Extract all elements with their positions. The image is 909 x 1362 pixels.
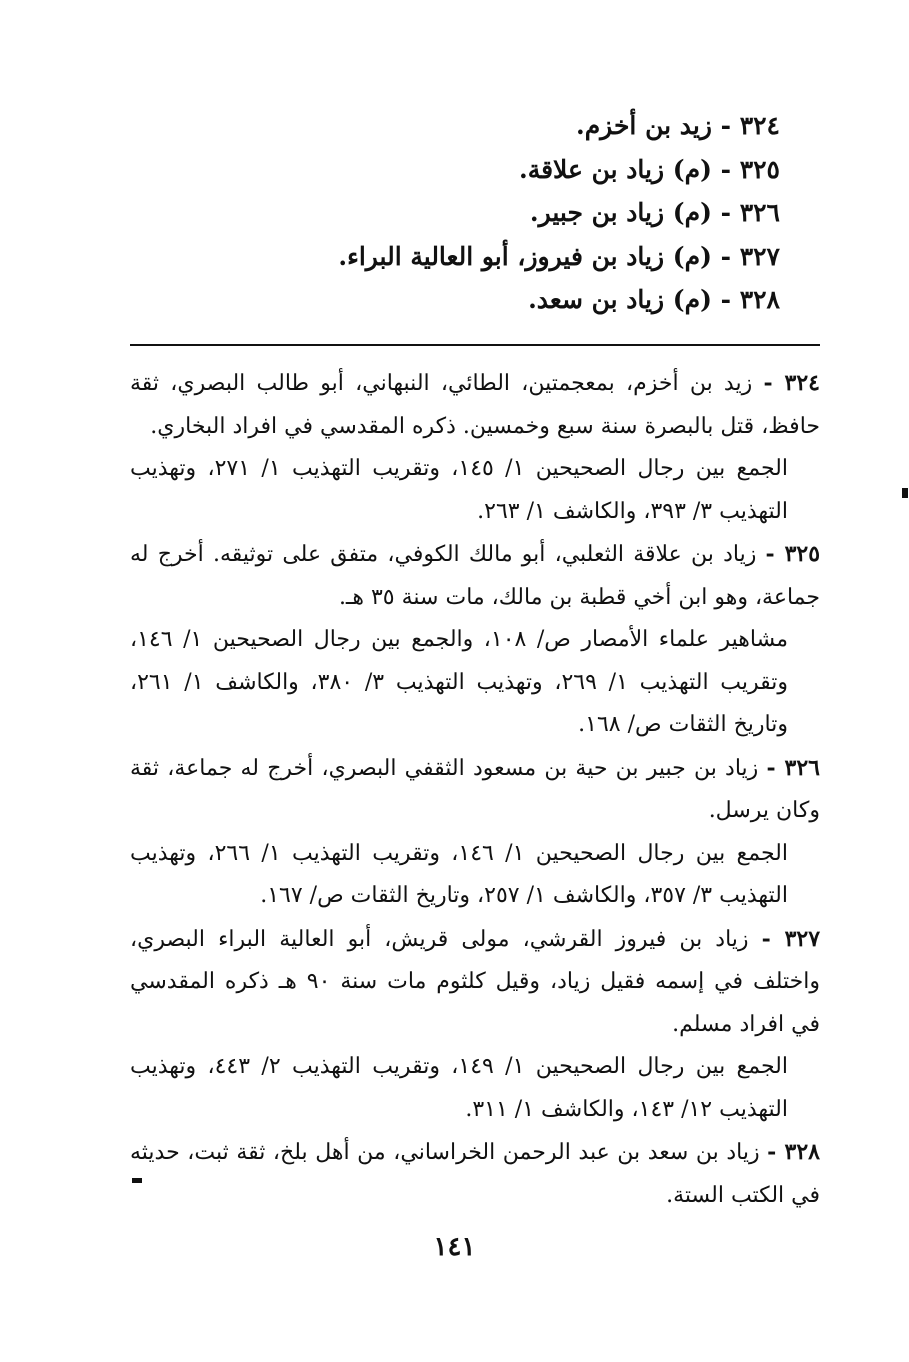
footnote-text: زيد بن أخزم، بمعجمتين، الطائي، النبهاني، أبو طالب البصري، ثقة حافظ، قتل بالبصرة سنة سبع وخمسين. ذكره المقدسي في افراد البخاري. [130,371,820,439]
footnote-text: زياد بن علاقة الثعلبي، أبو مالك الكوفي، متفق على توثيقه. أخرج له جماعة، وهو ابن أخي قطبة بن مالك، مات سنة ٣٥ هـ. [130,542,820,610]
footnote-328 [130,1131,820,1217]
entry-list [300,104,780,322]
footnote-325 [130,533,820,619]
entry-325: ٣٢٥ - (م) زياد بن علاقة. [519,154,780,184]
entry-328: ٣٢٨ - (م) زياد بن سعد. [528,285,780,314]
footnote-references: الجمع بين رجال الصحيحين ١/ ١٤٩، وتقريب التهذيب ٢/ ٤٤٣، وتهذيب التهذيب ١٢/ ١٤٣، والكاشف ١/ ٣١١. [130,1054,788,1122]
footnote-327 [130,918,820,1047]
footnote-324 [130,362,820,448]
entry-327: ٣٢٧ - (م) زياد بن فيروز، أبو العالية البراء. [338,241,780,271]
footnote-text: زياد بن جبير بن حية بن مسعود الثقفي البصري، أخرج له جماعة، ثقة وكان يرسل. [130,755,820,823]
footnote-number: ٣٢٥ - [765,541,821,567]
footnote-divider [130,344,820,346]
entry-324: ٣٢٤ - زيد بن أخزم. [575,111,780,140]
footnote-number: ٣٢٤ - [763,370,820,396]
footnote-text: زياد بن سعد بن عبد الرحمن الخراساني، من أهل بلخ، ثقة ثبت، حديثه في الكتب الستة. [130,1140,820,1208]
scan-speck-mark [902,488,908,498]
end-mark [132,1178,142,1183]
footnotes [130,362,820,1217]
footnote-references: مشاهير علماء الأمصار ص/ ١٠٨، والجمع بين رجال الصحيحين ١/ ١٤٦، وتقريب التهذيب ١/ ٢٦٩، وتهذيب التهذيب ٣/ ٣٨٠، والكاشف ١/ ٢٦١، وتاريخ الثقات ص/ ١٦٨. [130,627,789,737]
entry-326: ٣٢٦ - (م) زياد بن جبير. [529,198,780,227]
footnote-number: ٣٢٦ - [766,754,820,781]
footnote-references: الجمع بين رجال الصحيحين ١/ ١٤٥، وتقريب التهذيب ١/ ٢٧١، وتهذيب التهذيب ٣/ ٣٩٣، والكاشف ١/ ٢٦٣. [130,456,788,524]
footnote-references: الجمع بين رجال الصحيحين ١/ ١٤٦، وتقريب التهذيب ١/ ٢٦٦، وتهذيب التهذيب ٣/ ٣٥٧، والكاشف ١/ ٢٥٧، وتاريخ الثقات ص/ ١٦٧. [130,840,788,908]
footnote-326 [130,747,820,833]
footnote-number: ٣٢٨ - [767,1139,820,1165]
footnote-text: زياد بن فيروز القرشي، مولى قريش، أبو العالية البراء البصري، واختلف في إسمه فقيل زياد، وقيل كلثوم مات سنة ٩٠ هـ ذكره المقدسي في افراد مسلم. [130,926,820,1037]
page-number: ١٤١ [433,1232,476,1262]
footnote-number: ٣٢٧ - [761,925,821,952]
